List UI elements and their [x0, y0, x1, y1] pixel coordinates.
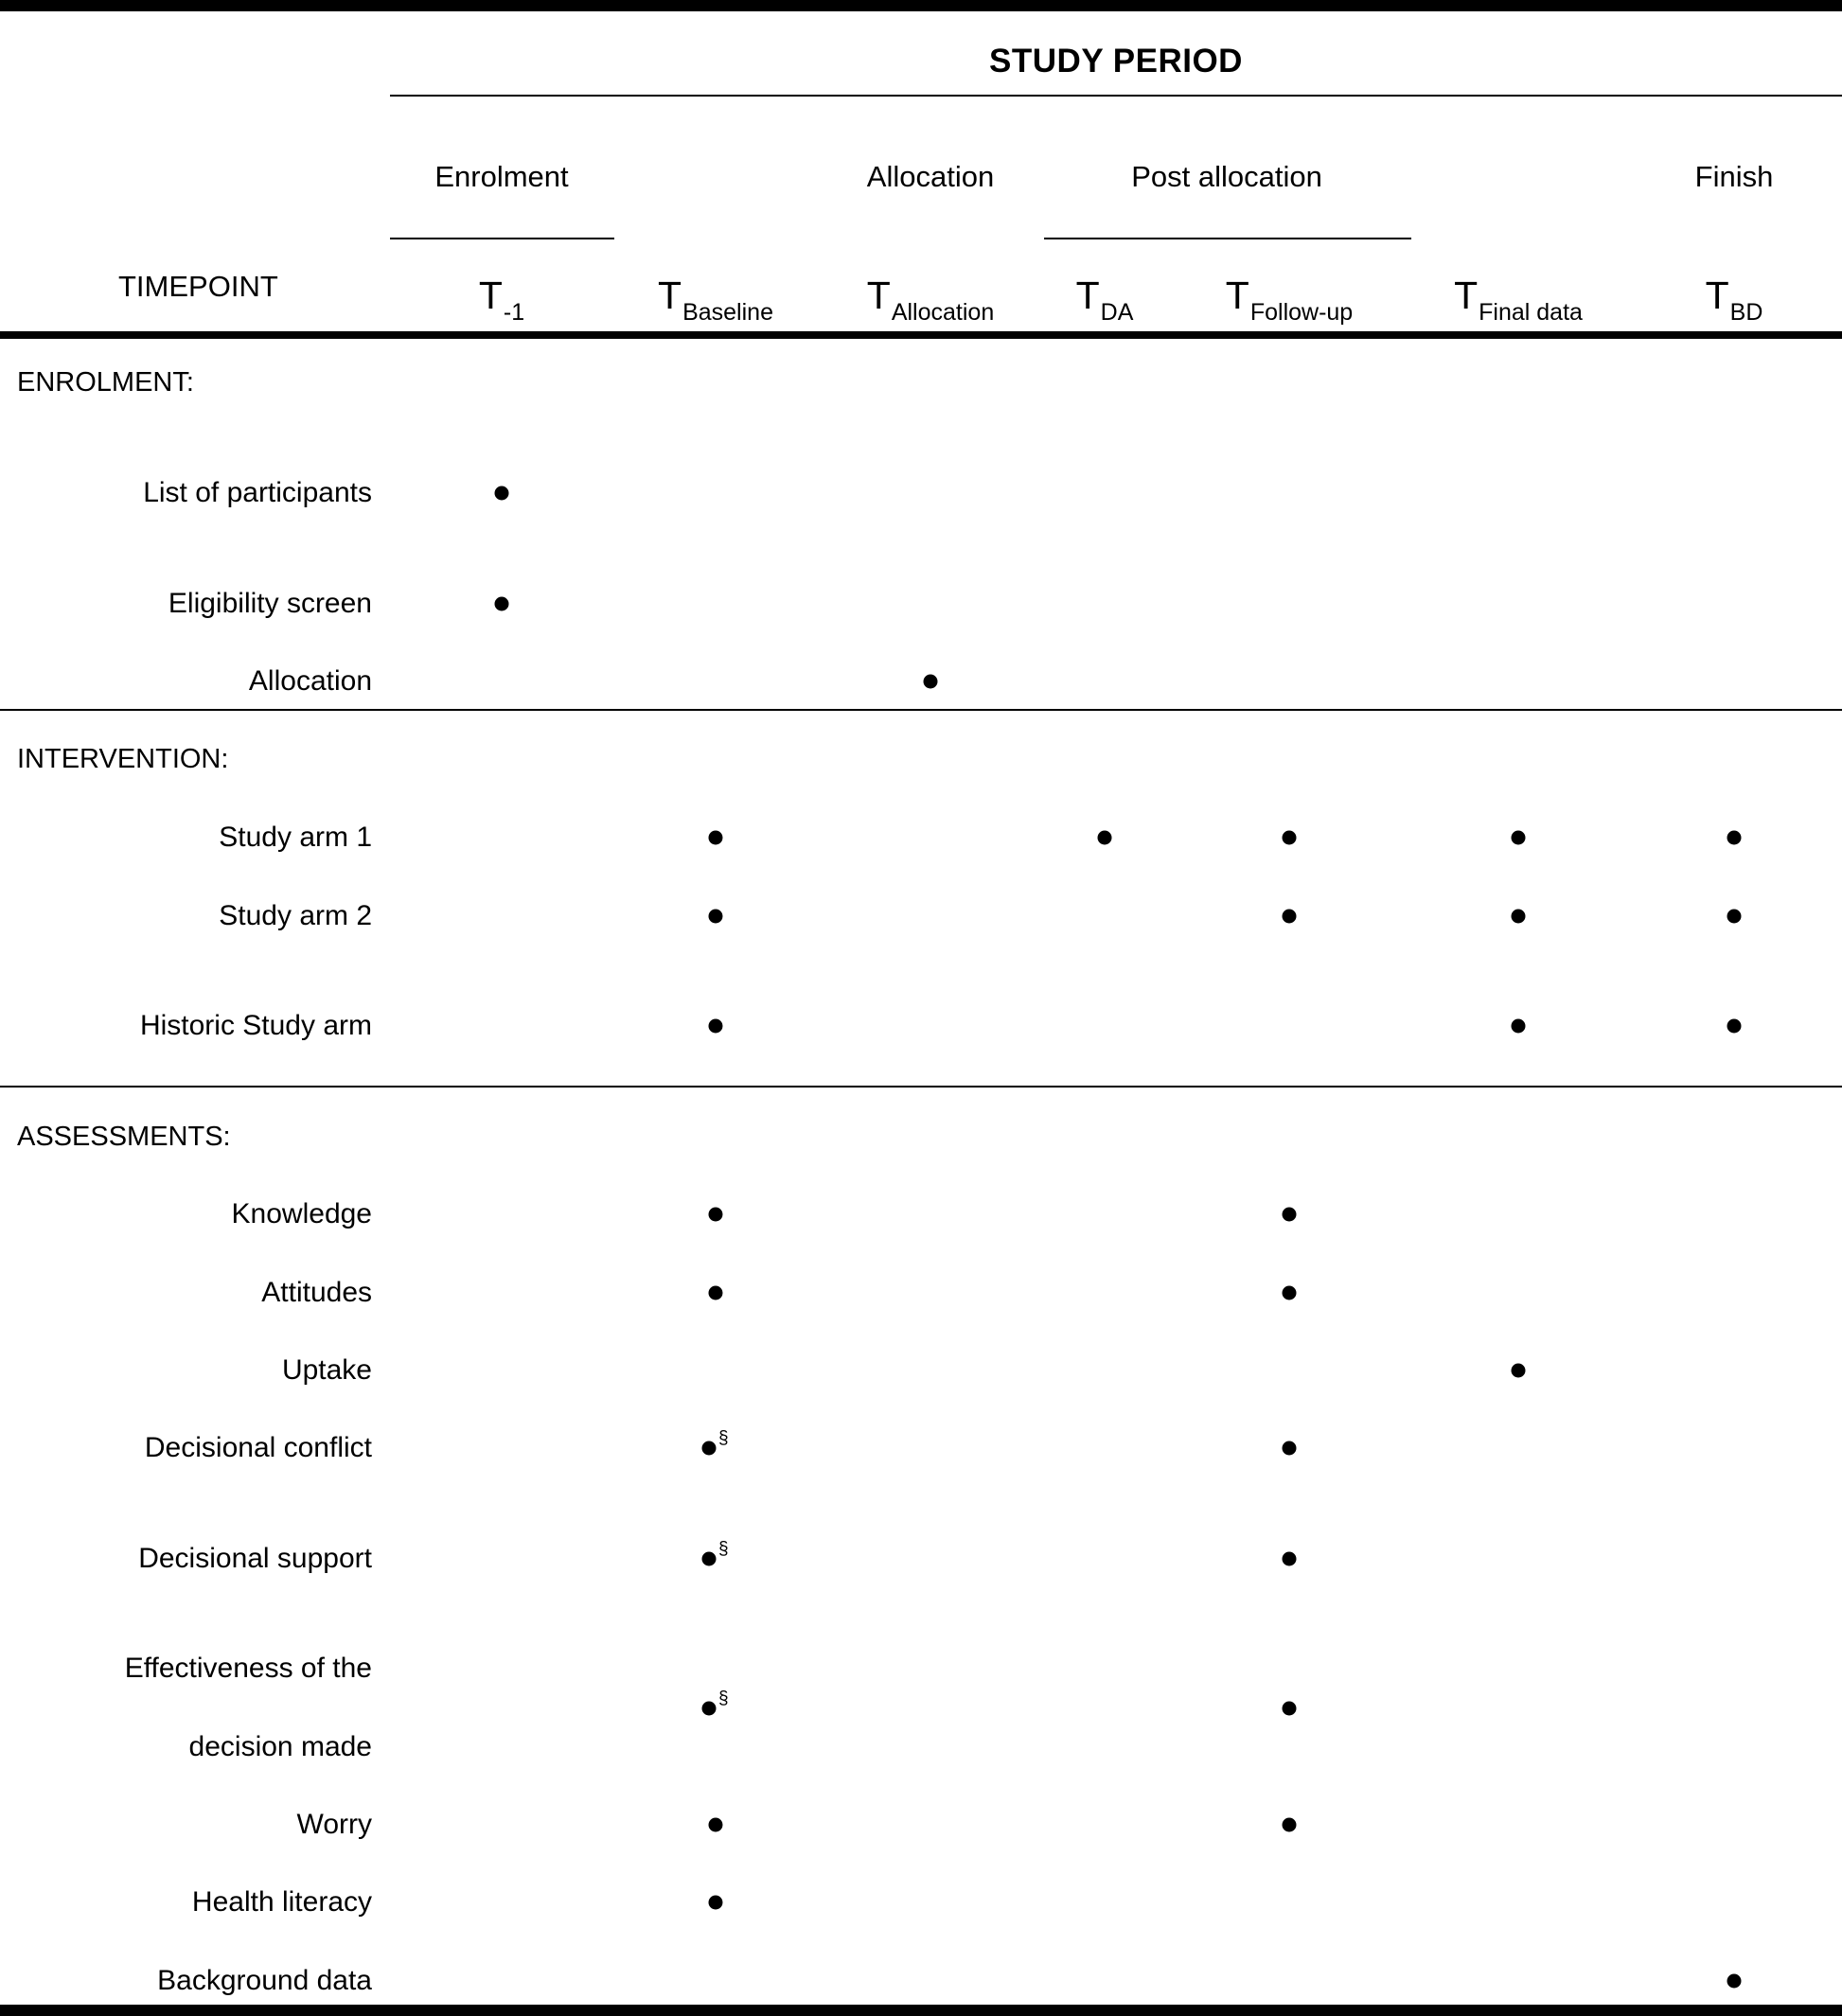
footnote-section-mark: §: [718, 1539, 729, 1559]
row-label-knowledge: Knowledge: [231, 1198, 372, 1229]
schedule-dot: [702, 1441, 717, 1456]
schedule-dot: [495, 486, 509, 501]
timepoint-da: [1075, 274, 1134, 326]
section-title-intervention: INTERVENTION:: [17, 744, 229, 774]
timepoint-main: T: [1705, 274, 1729, 317]
post-allocation-phase-rule: [1044, 238, 1411, 239]
timepoint-sub: Allocation: [891, 299, 995, 326]
schedule-dot: [702, 1702, 717, 1716]
schedule-dot: [1512, 1019, 1526, 1034]
enrolment-section-divider: [0, 709, 1842, 711]
schedule-dot: [702, 1552, 717, 1566]
row-label-eligibility-screen: Eligibility screen: [168, 588, 372, 619]
timepoint-label: TIMEPOINT: [118, 270, 278, 303]
intervention-section-divider: [0, 1086, 1842, 1088]
schedule-dot: [709, 1208, 723, 1222]
row-label-historic-study-arm: Historic Study arm: [139, 1010, 372, 1041]
row-label-uptake: Uptake: [281, 1354, 372, 1386]
row-label-study-arm-1: Study arm 1: [219, 822, 372, 853]
study-period-rule: [390, 95, 1842, 97]
row-label-study-arm-2: Study arm 2: [219, 900, 372, 931]
schedule-dot: [1283, 1441, 1297, 1456]
phase-finish: Finish: [1694, 160, 1774, 193]
row-label-effectiveness-of-decision: [125, 1629, 372, 1786]
timepoint-sub: Follow-up: [1249, 299, 1354, 326]
schedule-dot: [1283, 831, 1297, 845]
footnote-section-mark: §: [718, 1689, 729, 1708]
footnote-section-mark: §: [718, 1428, 729, 1448]
schedule-dot: [1512, 1364, 1526, 1378]
timepoint-main: T: [1454, 274, 1479, 317]
schedule-dot: [1098, 831, 1112, 845]
phase-post-allocation: Post allocation: [1131, 160, 1322, 193]
phase-allocation: Allocation: [866, 160, 995, 193]
timepoint-sub: BD: [1729, 299, 1763, 326]
row-label-health-literacy: Health literacy: [191, 1886, 372, 1918]
row-label-worry: Worry: [296, 1809, 372, 1840]
timepoint-main: T: [658, 274, 682, 317]
timepoint-sub: Baseline: [682, 299, 773, 326]
schedule-dot: [709, 910, 723, 924]
timepoint-sub: -1: [503, 299, 525, 326]
schedule-dot: [1727, 1974, 1742, 1989]
schedule-dot: [1512, 831, 1526, 845]
schedule-dot: [709, 831, 723, 845]
schedule-dot: [1283, 1552, 1297, 1566]
timepoint-baseline: [658, 274, 773, 326]
schedule-dot: [1283, 1818, 1297, 1832]
schedule-dot: [495, 597, 509, 611]
timepoint-main: T: [866, 274, 891, 317]
timepoint-bd: [1705, 274, 1763, 326]
study-period-heading: STUDY PERIOD: [989, 43, 1243, 80]
top-border: [0, 0, 1842, 11]
schedule-dot: [1727, 910, 1742, 924]
timepoint-main: T: [478, 274, 503, 317]
timepoint-sub: DA: [1100, 299, 1134, 326]
schedule-dot: [1283, 1286, 1297, 1300]
schedule-dot: [1283, 910, 1297, 924]
schedule-dot: [709, 1896, 723, 1910]
timepoint-final-data: [1454, 274, 1583, 326]
schedule-dot: [709, 1818, 723, 1832]
row-label-line-2: decision made: [188, 1731, 372, 1762]
header-bottom-border: [0, 331, 1842, 339]
timepoint-t-minus-1: [478, 274, 525, 326]
enrolment-phase-rule: [390, 238, 614, 239]
schedule-dot: [1283, 1208, 1297, 1222]
phase-enrolment: Enrolment: [434, 160, 569, 193]
schedule-dot: [709, 1286, 723, 1300]
timepoint-sub: Final data: [1479, 299, 1583, 326]
row-label-list-of-participants: List of participants: [143, 477, 372, 508]
row-label-allocation: Allocation: [248, 665, 372, 697]
section-title-enrolment: ENROLMENT:: [17, 367, 194, 398]
row-label-background-data: Background data: [157, 1965, 372, 1996]
schedule-dot: [924, 675, 938, 689]
row-label-line-1: Effectiveness of the: [124, 1653, 372, 1684]
bottom-border: [0, 2005, 1842, 2016]
timepoint-follow-up: [1225, 274, 1354, 326]
timepoint-main: T: [1075, 274, 1100, 317]
schedule-dot: [1283, 1702, 1297, 1716]
schedule-dot: [1727, 1019, 1742, 1034]
schedule-dot: [709, 1019, 723, 1034]
timepoint-allocation: [866, 274, 995, 326]
section-title-assessments: ASSESSMENTS:: [17, 1122, 231, 1152]
schedule-dot: [1727, 831, 1742, 845]
row-label-decisional-support: Decisional support: [138, 1543, 372, 1574]
row-label-decisional-conflict: Decisional conflict: [144, 1432, 372, 1463]
schedule-dot: [1512, 910, 1526, 924]
row-label-attitudes: Attitudes: [261, 1277, 372, 1308]
timepoint-main: T: [1225, 274, 1249, 317]
